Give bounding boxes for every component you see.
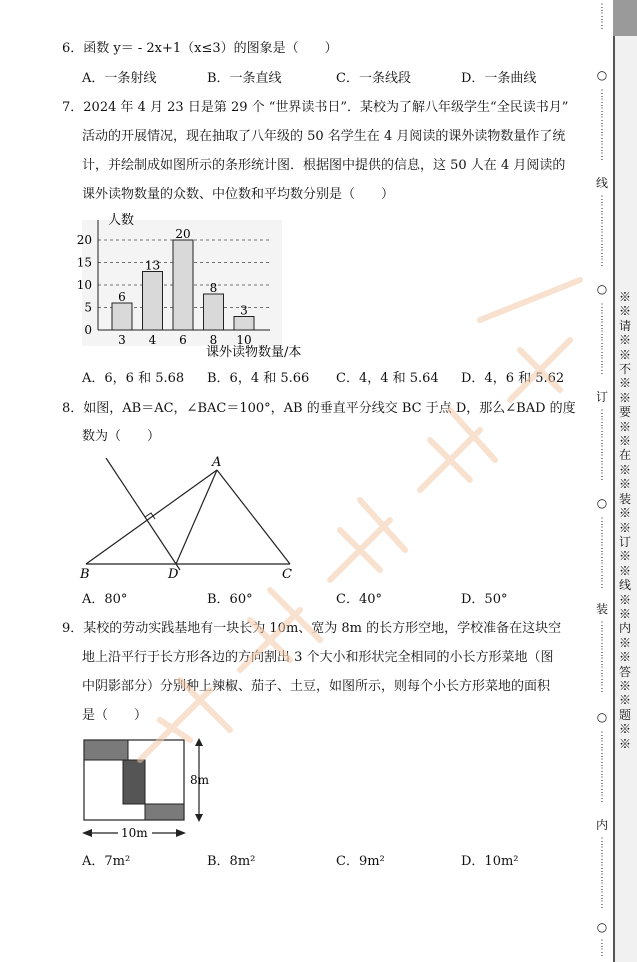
chart-x-tick-label: 10: [236, 333, 252, 347]
chart-bar: [112, 303, 132, 330]
q7-option-b[interactable]: B．6，4 和 5.66: [207, 371, 310, 386]
vegetable-plot-2: [123, 760, 145, 804]
binding-dash-column: ⋮ ⋮ ⋮ ○ ⋮ ⋮ ⋮ ⋮ ⋮ ⋮ ⋮ ⋮ 线 ⋮ ⋮ ⋮ ⋮ ⋮ ⋮ ⋮ ⋮ ○ ⋮ ⋮ ⋮ ⋮ ⋮ ⋮ ⋮ ⋮ 订 ⋮ ⋮ ⋮ ⋮ ⋮ ⋮ ⋮ ⋮ ○ ⋮ ⋮ ⋮ ⋮ ⋮ ⋮ ⋮ ⋮ 装 ⋮ ⋮ ⋮ ⋮ ⋮ ⋮ ⋮ ⋮ ○ ⋮ ⋮ ⋮ ⋮ ⋮ ⋮ ⋮ ⋮ 内 ⋮ ⋮ ⋮ ⋮ ⋮ ⋮ ⋮ ⋮ ○ ⋮ ⋮: [595, 3, 608, 958]
q9-line-2: 地上沿平行于长方形各边的方向割出 3 个大小和形状完全相同的小长方形菜地（图: [82, 650, 554, 665]
q7-line-1: 7．2024 年 4 月 23 日是第 29 个 “世界读书日”．某校为了解八年级学生“全民读书月”: [62, 100, 569, 115]
q8-line-2: 数为（ ）: [82, 429, 161, 444]
q7-option-d[interactable]: D．4，6 和 5.62: [461, 371, 565, 386]
bar-chart: [60, 206, 310, 362]
chart-y-tick-label: 0: [84, 323, 92, 337]
q9-option-c[interactable]: C．9m²: [336, 854, 385, 869]
chart-y-tick-label: 10: [76, 278, 92, 292]
q8-option-a[interactable]: A．80°: [82, 592, 128, 607]
q9-option-a[interactable]: A．7m²: [82, 854, 131, 869]
chart-ylabel: 人数: [108, 213, 135, 228]
triangle-figure: [76, 454, 306, 580]
circle-icon: ○: [596, 68, 608, 82]
chart-data-label: 13: [144, 258, 161, 273]
binding-char-ding: 订: [595, 390, 608, 404]
chart-x-tick-label: 4: [148, 333, 157, 347]
q7-line-3: 计，并绘制成如图所示的条形统计图．根据图中提供的信息，这 50 人在 4 月阅读的: [82, 158, 566, 173]
q6-stem: 6．函数 y＝ - 2x+1（x≤3）的图象是（ ）: [62, 41, 338, 56]
q6-option-d[interactable]: D．一条曲线: [461, 71, 537, 86]
q7-option-c[interactable]: C．4，4 和 5.64: [336, 371, 439, 386]
q8-option-d[interactable]: D．50°: [461, 592, 508, 607]
chart-y-tick-label: 5: [84, 300, 92, 315]
chart-data-label: 8: [209, 281, 218, 295]
q8-option-b[interactable]: B．60°: [207, 592, 253, 607]
chart-data-label: 6: [118, 290, 126, 304]
circle-icon: ○: [596, 920, 608, 934]
height-label: 8m: [190, 773, 210, 787]
q9-option-b[interactable]: B．8m²: [207, 854, 256, 869]
chart-xlabel: 课外读物数量/本: [206, 345, 302, 360]
vegetable-plot-3: [145, 804, 184, 820]
binding-char-xian: 线: [595, 176, 608, 190]
q7-option-a[interactable]: A．6，6 和 5.68: [82, 371, 185, 386]
segment-ac: [217, 470, 290, 564]
binding-margin: [581, 0, 637, 962]
q7-line-4: 课外读物数量的众数、中位数和平均数分别是（ ）: [82, 187, 395, 202]
chart-bar: [143, 272, 163, 331]
chart-x-tick-label: 8: [209, 333, 218, 347]
chart-y-tick-label: 20: [76, 233, 92, 247]
chart-bar: [173, 240, 193, 330]
chart-data-label: 3: [240, 303, 248, 318]
q9-line-4: 是（ ）: [82, 708, 148, 723]
q6-option-a[interactable]: A．一条射线: [82, 71, 157, 86]
label-a: A: [212, 455, 222, 470]
segment-ab: [86, 470, 217, 564]
q9-line-1: 9．某校的劳动实践基地有一块长为 10m、宽为 8m 的长方形空地，学校准备在这块空: [62, 621, 562, 636]
circle-icon: ○: [596, 282, 608, 296]
circle-icon: ○: [596, 710, 608, 724]
chart-bar: [204, 294, 224, 330]
label-c: C: [282, 567, 292, 580]
chart-data-label: 20: [175, 227, 191, 241]
q9-option-d[interactable]: D．10m²: [461, 854, 519, 869]
rectangle-figure: [78, 734, 228, 844]
chart-x-tick-label: 3: [118, 333, 126, 347]
label-d: D: [168, 567, 179, 580]
q9-line-3: 中阴影部分）分别种上辣椒、茄子、土豆，如图所示，则每个小长方形菜地的面积: [82, 679, 551, 694]
q6-option-b[interactable]: B．一条直线: [207, 71, 282, 86]
binding-char-nei: 内: [595, 818, 608, 832]
label-b: B: [80, 567, 90, 580]
chart-y-tick-label: 15: [76, 255, 92, 270]
binding-char-zhuang: 装: [595, 602, 608, 616]
circle-icon: ○: [596, 496, 608, 510]
q8-line-1: 8．如图，AB＝AC，∠BAC＝100°，AB 的垂直平分线交 BC 于点 D，那么∠BAD 的度: [62, 401, 576, 416]
width-label: 10m: [121, 826, 148, 840]
perpendicular-bisector-line: [106, 458, 180, 570]
chart-x-tick-label: 6: [179, 333, 187, 347]
chart-bar: [234, 317, 254, 331]
q7-line-2: 活动的开展情况，现在抽取了八年级的 50 名学生在 4 月阅读的课外读物数量作了统: [82, 129, 566, 144]
binding-strip-top: [613, 0, 637, 36]
q8-option-c[interactable]: C．40°: [336, 592, 382, 607]
vegetable-plot-1: [84, 740, 128, 760]
binding-warning-note: ※※请※※不※※要※※在※※装※※订※※线※※内※※答※※题※※: [618, 290, 631, 751]
q6-option-c[interactable]: C．一条线段: [336, 71, 411, 86]
